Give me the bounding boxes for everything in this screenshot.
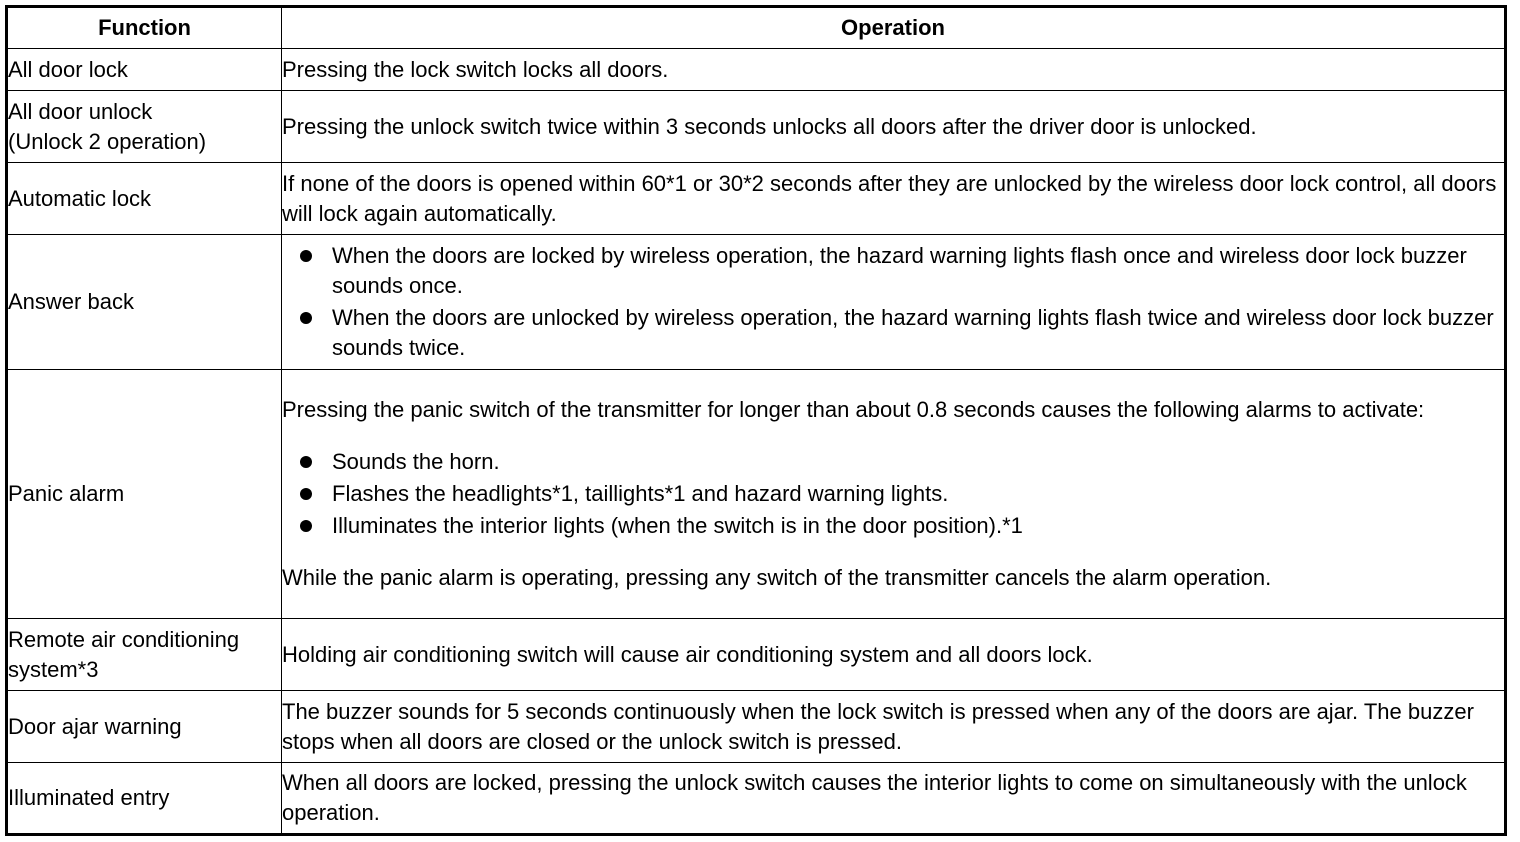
bullet-dot-icon: [300, 456, 312, 468]
panic-intro: Pressing the panic switch of the transmitter for longer than about 0.8 seconds causes the following alarms to activate:: [282, 397, 1425, 422]
operation-cell: If none of the doors is opened within 60*1 or 30*2 seconds after they are unlocked by the wireless door lock control, all doors will lock again automatically.: [282, 163, 1506, 235]
operation-cell: The buzzer sounds for 5 seconds continuously when the lock switch is pressed when any of the doors are ajar. The buzzer stops when all doors are closed or the unlock switch is pressed.: [282, 691, 1506, 763]
bullet-dot-icon: [300, 520, 312, 532]
table-row: [7, 235, 1506, 370]
table-row: [7, 163, 1506, 235]
function-cell: Illuminated entry: [7, 763, 282, 835]
function-cell: Automatic lock: [7, 163, 282, 235]
function-line: system*3: [8, 656, 99, 682]
table-row: [7, 370, 1506, 619]
function-line: (Unlock 2 operation): [8, 128, 207, 154]
bullet-text: Illuminates the interior lights (when the switch is in the door position).*1: [332, 513, 1023, 538]
function-line: Remote air conditioning: [8, 626, 240, 652]
table-row: [7, 691, 1506, 763]
bullet-text: Sounds the horn.: [332, 449, 500, 474]
bullet-item: [282, 511, 1504, 541]
table-row: [7, 619, 1506, 691]
bullet-text: When the doors are locked by wireless operation, the hazard warning lights flash once and wireless door lock buzzer sounds once.: [332, 243, 1467, 298]
function-cell: All door lock: [7, 49, 282, 91]
operation-cell: Holding air conditioning switch will cause air conditioning system and all doors lock.: [282, 619, 1506, 691]
function-cell: Door ajar warning: [7, 691, 282, 763]
header-operation: Operation: [282, 7, 1506, 49]
operation-cell: Pressing the lock switch locks all doors.: [282, 49, 1506, 91]
bullet-item: [282, 479, 1504, 509]
table-row: [7, 91, 1506, 163]
header-function: Function: [7, 7, 282, 49]
operation-cell: [282, 235, 1506, 370]
function-cell: Answer back: [7, 235, 282, 370]
function-cell: Panic alarm: [7, 370, 282, 619]
table-row: [7, 49, 1506, 91]
operation-cell: [282, 370, 1506, 619]
bullet-item: [282, 241, 1504, 301]
bullet-list: [282, 447, 1504, 541]
bullet-dot-icon: [300, 312, 312, 324]
operation-cell: When all doors are locked, pressing the unlock switch causes the interior lights to come on simultaneously with the unlock operation.: [282, 763, 1506, 835]
function-cell: [7, 91, 282, 163]
bullet-dot-icon: [300, 250, 312, 262]
table-header-row: [7, 7, 1506, 49]
bullet-dot-icon: [300, 488, 312, 500]
bullet-item: [282, 447, 1504, 477]
function-cell: [7, 619, 282, 691]
panic-outro: While the panic alarm is operating, pressing any switch of the transmitter cancels the alarm operation.: [282, 565, 1272, 590]
bullet-text: When the doors are unlocked by wireless operation, the hazard warning lights flash twice and wireless door lock buzzer sounds twice.: [332, 305, 1494, 360]
bullet-text: Flashes the headlights*1, taillights*1 and hazard warning lights.: [332, 481, 949, 506]
function-line: All door unlock: [8, 98, 153, 124]
table-row: [7, 763, 1506, 835]
operation-cell: Pressing the unlock switch twice within 3 seconds unlocks all doors after the driver door is unlocked.: [282, 91, 1506, 163]
bullet-item: [282, 303, 1504, 363]
function-operation-table: [5, 5, 1507, 836]
bullet-list: [282, 241, 1504, 363]
